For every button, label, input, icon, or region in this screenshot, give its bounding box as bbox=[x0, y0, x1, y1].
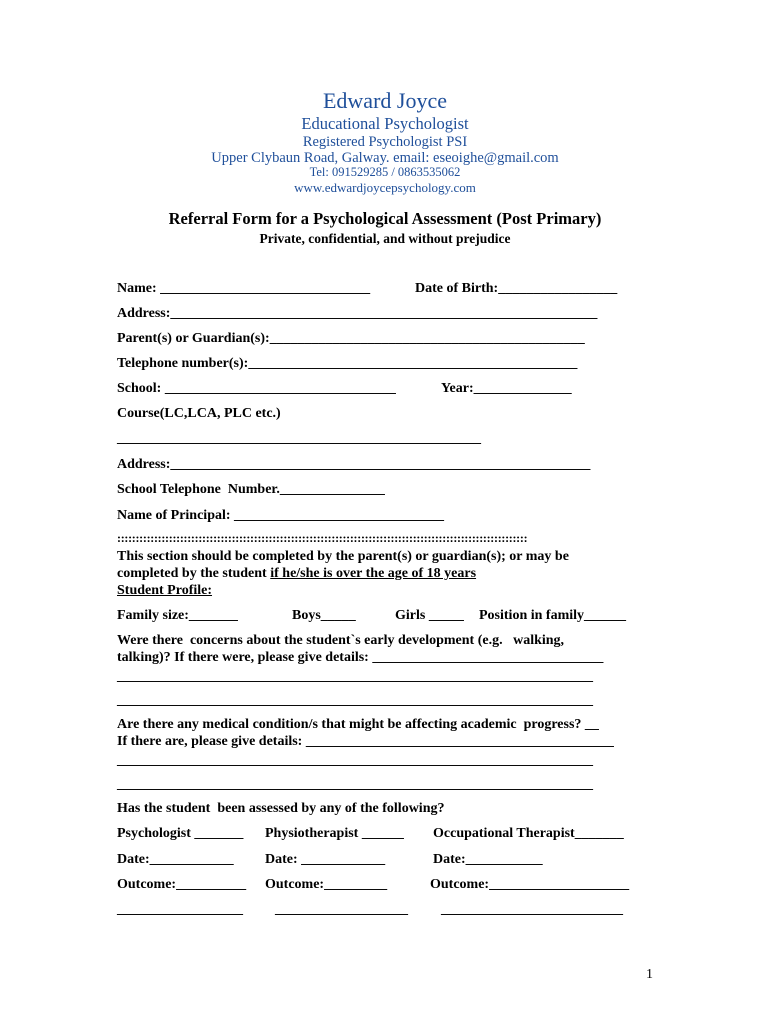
development-line-2[interactable]: ____________________________________________________________________ bbox=[117, 693, 593, 708]
date-field-1[interactable]: Date:____________ bbox=[117, 852, 234, 867]
psychologist-name: Edward Joyce bbox=[322, 88, 447, 113]
date-field-3[interactable]: Date:___________ bbox=[433, 852, 543, 867]
telephone: Tel: 091529285 / 0863535062 bbox=[309, 165, 461, 179]
outcome-field-3[interactable]: Outcome:____________________ bbox=[430, 877, 630, 892]
psychologist-title: Educational Psychologist bbox=[301, 114, 469, 133]
boys-field[interactable]: Boys_____ bbox=[292, 608, 356, 623]
position-field[interactable]: Position in family______ bbox=[479, 608, 627, 623]
assessment-question: Has the student been assessed by any of the following? bbox=[117, 801, 445, 816]
occupational-therapist-field[interactable]: Occupational Therapist_______ bbox=[433, 826, 624, 841]
medical-details-field[interactable]: If there are, please give details: ____________________________________________ bbox=[117, 734, 614, 749]
blank-field-1[interactable]: __________________ bbox=[117, 902, 243, 917]
psychologist-field[interactable]: Psychologist _______ bbox=[117, 826, 244, 841]
girls-field[interactable]: Girls _____ bbox=[395, 608, 464, 623]
year-field[interactable]: Year:______________ bbox=[441, 381, 572, 396]
student-profile-heading: Student Profile: bbox=[117, 583, 213, 598]
development-line-1[interactable]: ____________________________________________________________________ bbox=[117, 669, 593, 684]
development-question: Were there concerns about the student`s early development (e.g. walking, bbox=[117, 633, 565, 648]
blank-field-3[interactable]: __________________________ bbox=[441, 902, 623, 917]
section-divider: ::::::::::::::::::::::::::::::::::::::::::::::::::::::::::::::::::::::::::::::::::::::::::::::::::::::::::::::: bbox=[117, 531, 528, 545]
family-size-field[interactable]: Family size:_______ bbox=[117, 608, 238, 623]
section-instruction-2 bbox=[117, 565, 476, 582]
section-instruction: This section should be completed by the parent(s) or guardian(s); or may be bbox=[117, 549, 569, 564]
form-title: Referral Form for a Psychological Assessment (Post Primary) bbox=[168, 209, 602, 228]
medical-line-1[interactable]: ____________________________________________________________________ bbox=[117, 753, 593, 768]
dob-field[interactable]: Date of Birth:_________________ bbox=[415, 281, 618, 296]
school-phone-field[interactable]: School Telephone Number._______________ bbox=[117, 482, 385, 497]
physiotherapist-field[interactable]: Physiotherapist ______ bbox=[265, 826, 404, 841]
principal-field[interactable]: Name of Principal: ______________________________ bbox=[117, 508, 445, 523]
website: www.edwardjoycepsychology.com bbox=[294, 180, 476, 195]
page-number: 1 bbox=[646, 967, 653, 982]
medical-line-2[interactable]: ____________________________________________________________________ bbox=[117, 777, 593, 792]
development-details-field[interactable]: talking)? If there were, please give details: _________________________________ bbox=[117, 650, 604, 665]
address-field[interactable]: Address:_____________________________________________________________ bbox=[117, 306, 598, 321]
school-field[interactable]: School: _________________________________ bbox=[117, 381, 396, 396]
name-field[interactable]: Name: ______________________________ bbox=[117, 281, 371, 296]
medical-question: Are there any medical condition/s that might be affecting academic progress? __ bbox=[117, 717, 599, 732]
registration: Registered Psychologist PSI bbox=[302, 134, 468, 150]
course-field[interactable]: ____________________________________________________ bbox=[117, 431, 481, 446]
outcome-field-1[interactable]: Outcome:__________ bbox=[117, 877, 247, 892]
blank-field-2[interactable]: ___________________ bbox=[275, 902, 408, 917]
outcome-field-2[interactable]: Outcome:_________ bbox=[265, 877, 388, 892]
course-label: Course(LC,LCA, PLC etc.) bbox=[117, 406, 281, 421]
school-address-field[interactable]: Address:____________________________________________________________ bbox=[117, 457, 591, 472]
postal-address: Upper Clybaun Road, Galway. email: eseoighe@gmail.com bbox=[211, 150, 559, 166]
date-field-2[interactable]: Date: ____________ bbox=[265, 852, 386, 867]
telephone-field[interactable]: Telephone number(s):_______________________________________________ bbox=[117, 356, 578, 371]
section-instruction-2a: completed by the student bbox=[117, 566, 271, 581]
age-condition: if he/she is over the age of 18 years bbox=[270, 566, 477, 581]
form-subtitle: Private, confidential, and without prejudice bbox=[259, 231, 511, 246]
parents-field[interactable]: Parent(s) or Guardian(s):_____________________________________________ bbox=[117, 331, 585, 346]
